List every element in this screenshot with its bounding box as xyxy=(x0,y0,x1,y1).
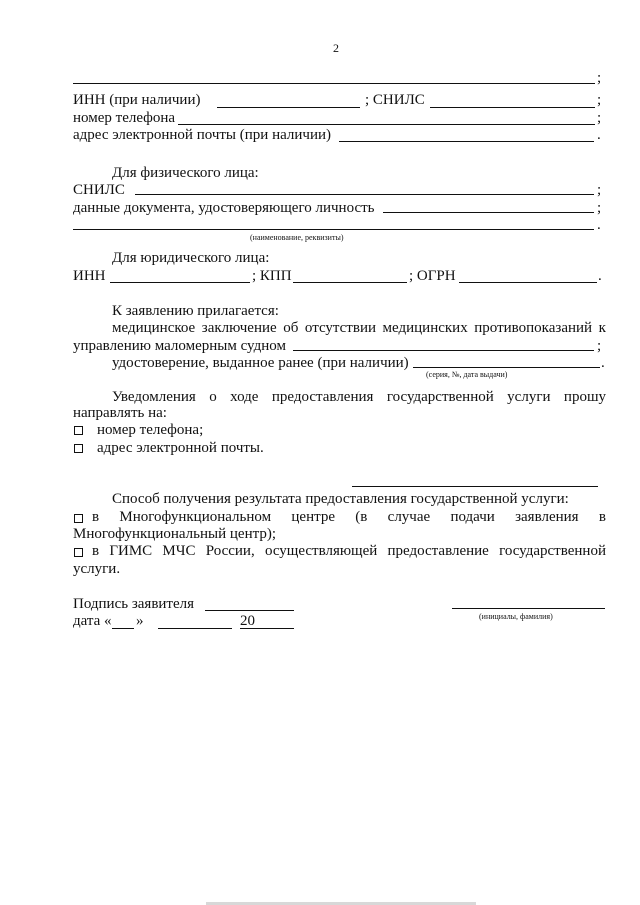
name-field[interactable] xyxy=(452,608,605,609)
individual-heading: Для физического лица: xyxy=(112,165,259,181)
punct: ; xyxy=(597,70,602,86)
word: к xyxy=(598,320,606,336)
date-mid: » xyxy=(136,613,144,629)
word: ходе xyxy=(230,389,259,405)
punct: ; xyxy=(597,110,602,126)
individual-snils-label: СНИЛС xyxy=(73,182,125,198)
email-field[interactable] xyxy=(339,141,594,142)
year-prefix: 20 xyxy=(240,613,255,629)
word: в xyxy=(92,543,100,559)
medical-field[interactable] xyxy=(293,350,594,351)
word: Многофункциональном xyxy=(119,509,272,525)
word: центре xyxy=(291,509,336,525)
gims-checkbox[interactable] xyxy=(74,548,83,557)
mfc-option-line-2: Многофункциональный центр); xyxy=(73,526,276,542)
word: заявления xyxy=(515,509,579,525)
date-year-field[interactable] xyxy=(240,628,294,629)
legal-inn-field[interactable] xyxy=(110,282,250,283)
word: об xyxy=(283,320,299,336)
punct: ; xyxy=(597,182,602,198)
word: медицинское xyxy=(112,320,196,336)
medical-line xyxy=(112,320,606,337)
word: осуществляющей xyxy=(264,543,378,559)
word: случае xyxy=(387,509,431,525)
word: отсутствии xyxy=(304,320,376,336)
punct: . xyxy=(601,355,605,371)
individual-snils-field[interactable] xyxy=(135,194,594,195)
notifications-signature-field[interactable] xyxy=(352,486,598,487)
word: в xyxy=(92,509,100,525)
word: России, xyxy=(205,543,255,559)
signature-field[interactable] xyxy=(205,610,294,611)
punct: ; xyxy=(597,200,602,216)
word: ГИМС xyxy=(109,543,153,559)
snils-field[interactable] xyxy=(430,107,595,108)
id-doc-field[interactable] xyxy=(383,212,594,213)
date-prefix: дата « xyxy=(73,613,112,629)
medical-line-2: управлению маломерным судном xyxy=(73,338,286,354)
email-checkbox[interactable] xyxy=(74,444,83,453)
punct: . xyxy=(597,217,601,233)
certificate-field[interactable] xyxy=(413,367,600,368)
email-option-label: адрес электронной почты. xyxy=(97,440,264,456)
inn-field[interactable] xyxy=(217,107,360,108)
punct: ; xyxy=(597,338,602,354)
word: подачи xyxy=(450,509,495,525)
punct: . xyxy=(598,268,602,284)
word: о xyxy=(209,389,217,405)
word: МЧС xyxy=(162,543,196,559)
snils-label: ; СНИЛС xyxy=(365,92,425,108)
phone-option-label: номер телефона; xyxy=(97,422,204,438)
word: предоставление xyxy=(387,543,489,559)
word: противопоказаний xyxy=(474,320,593,336)
id-doc-hint: (наименование, реквизиты) xyxy=(250,233,344,242)
email-label: адрес электронной почты (при наличии) xyxy=(73,127,331,143)
word: (в xyxy=(355,509,368,525)
kpp-label: ; КПП xyxy=(252,268,292,284)
inn-label: ИНН (при наличии) xyxy=(73,92,201,108)
gims-option-line xyxy=(92,543,606,560)
word: заключение xyxy=(201,320,277,336)
legal-heading: Для юридического лица: xyxy=(112,250,270,266)
punct: ; xyxy=(597,92,602,108)
ogrn-label: ; ОГРН xyxy=(409,268,456,284)
word: предоставления xyxy=(271,389,374,405)
id-doc-field-cont[interactable] xyxy=(73,229,594,230)
name-hint: (инициалы, фамилия) xyxy=(479,612,553,621)
word: Уведомления xyxy=(112,389,196,405)
word: государственной xyxy=(499,543,606,559)
certificate-hint: (серия, №, дата выдачи) xyxy=(426,370,508,379)
word: государственной xyxy=(386,389,494,405)
word: прошу xyxy=(563,389,606,405)
attachments-heading: К заявлению прилагается: xyxy=(112,303,279,319)
word: услуги xyxy=(507,389,551,405)
page-number: 2 xyxy=(333,41,339,55)
kpp-field[interactable] xyxy=(293,282,407,283)
gims-option-line-2: услуги. xyxy=(73,561,121,577)
phone-label: номер телефона xyxy=(73,110,176,126)
result-heading: Способ получения результата предоставления государственной услуги: xyxy=(112,491,569,507)
certificate-label: удостоверение, выданное ранее (при наличии) xyxy=(112,355,409,371)
id-doc-label: данные документа, удостоверяющего личность xyxy=(73,200,375,216)
mfc-option-line xyxy=(92,509,606,526)
phone-field[interactable] xyxy=(178,124,595,125)
legal-inn-label: ИНН xyxy=(73,268,106,284)
word: медицинских xyxy=(382,320,468,336)
date-month-field[interactable] xyxy=(158,628,232,629)
phone-checkbox[interactable] xyxy=(74,426,83,435)
blank-line[interactable] xyxy=(73,83,595,84)
signature-label: Подпись заявителя xyxy=(73,596,195,612)
ogrn-field[interactable] xyxy=(459,282,597,283)
date-day-field[interactable] xyxy=(112,628,134,629)
mfc-checkbox[interactable] xyxy=(74,514,83,523)
word: в xyxy=(598,509,606,525)
notifications-line xyxy=(112,389,606,406)
punct: . xyxy=(597,127,601,143)
notifications-line-2: направлять на: xyxy=(73,405,167,421)
